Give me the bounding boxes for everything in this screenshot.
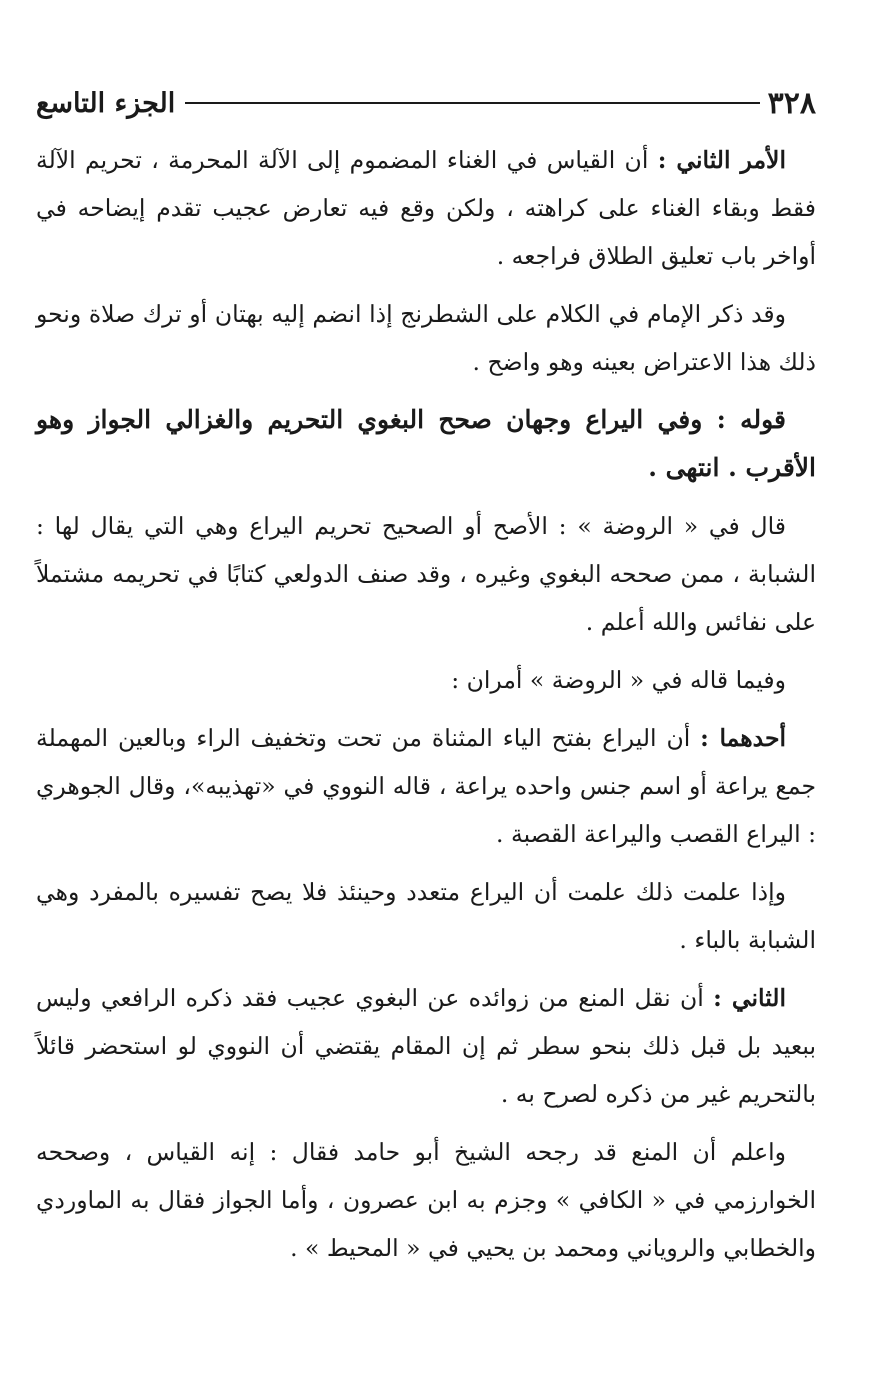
paragraph-7 [36,974,816,1118]
paragraph-2 [36,290,816,386]
chapter-title: الجزء التاسع [36,87,176,119]
paragraph-3-text: قال في « الروضة » : الأصح أو الصحيح تحريم اليراع وهي التي يقال لها : الشبابة ، ممن صححه البغوي وغيره ، وقد صنف الدولعي كتابًا في تحريمه مشتملاً على نفائس والله أعلم . [36,512,816,636]
paragraph-1 [36,136,816,280]
book-page [36,78,816,1282]
paragraph-7-text: أن نقل المنع من زوائده عن البغوي عجيب فقد ذكره الرافعي وليس ببعيد بل قبل ذلك بنحو سطر ثم إن المقام يقتضي أن النووي لو استحضر قائلاً بالتحريم غير من ذكره لصرح به . [36,984,816,1108]
paragraph-2-text: وقد ذكر الإمام في الكلام على الشطرنج إذا انضم إليه بهتان أو ترك صلاة ونحو ذلك هذا الاعتراض بعينه وهو واضح . [36,300,816,376]
paragraph-7-lead: الثاني : [713,984,786,1012]
quoted-statement-text: قوله : وفي اليراع وجهان صحح البغوي التحريم والغزالي الجواز وهو الأقرب . انتهى . [36,405,816,482]
running-head [36,78,816,128]
quoted-statement [36,396,816,492]
paragraph-4 [36,656,816,704]
paragraph-5-text: أن اليراع بفتح الياء المثناة من تحت وتخفيف الراء وبالعين المهملة جمع يراعة أو اسم جنس واحده يراعة ، قاله النووي في «تهذيبه»، وقال الجوهري : اليراع القصب واليراعة القصبة . [36,724,816,848]
paragraph-6 [36,868,816,964]
paragraph-3 [36,502,816,646]
header-rule [185,102,759,104]
paragraph-6-text: وإذا علمت ذلك علمت أن اليراع متعدد وحينئذ فلا يصح تفسيره بالمفرد وهي الشبابة بالباء . [36,878,816,954]
paragraph-1-text: أن القياس في الغناء المضموم إلى الآلة المحرمة ، تحريم الآلة فقط وبقاء الغناء على كراهته ، ولكن وقع فيه تعارض عجيب تقدم إيضاحه في أواخر باب تعليق الطلاق فراجعه . [36,146,816,270]
paragraph-8 [36,1128,816,1272]
paragraph-5 [36,714,816,858]
paragraph-5-lead: أحدهما : [700,724,786,752]
paragraph-8-text: واعلم أن المنع قد رجحه الشيخ أبو حامد فقال : إنه القياس ، وصححه الخوارزمي في « الكافي » وجزم به ابن عصرون ، وأما الجواز فقال به الماوردي والخطابي والروياني ومحمد بن يحيي في « المحيط » . [36,1138,816,1262]
paragraph-4-text: وفيما قاله في « الروضة » أمران : [451,666,786,694]
page-number: ٣٢٨ [767,85,816,121]
paragraph-1-lead: الأمر الثاني : [657,146,786,174]
